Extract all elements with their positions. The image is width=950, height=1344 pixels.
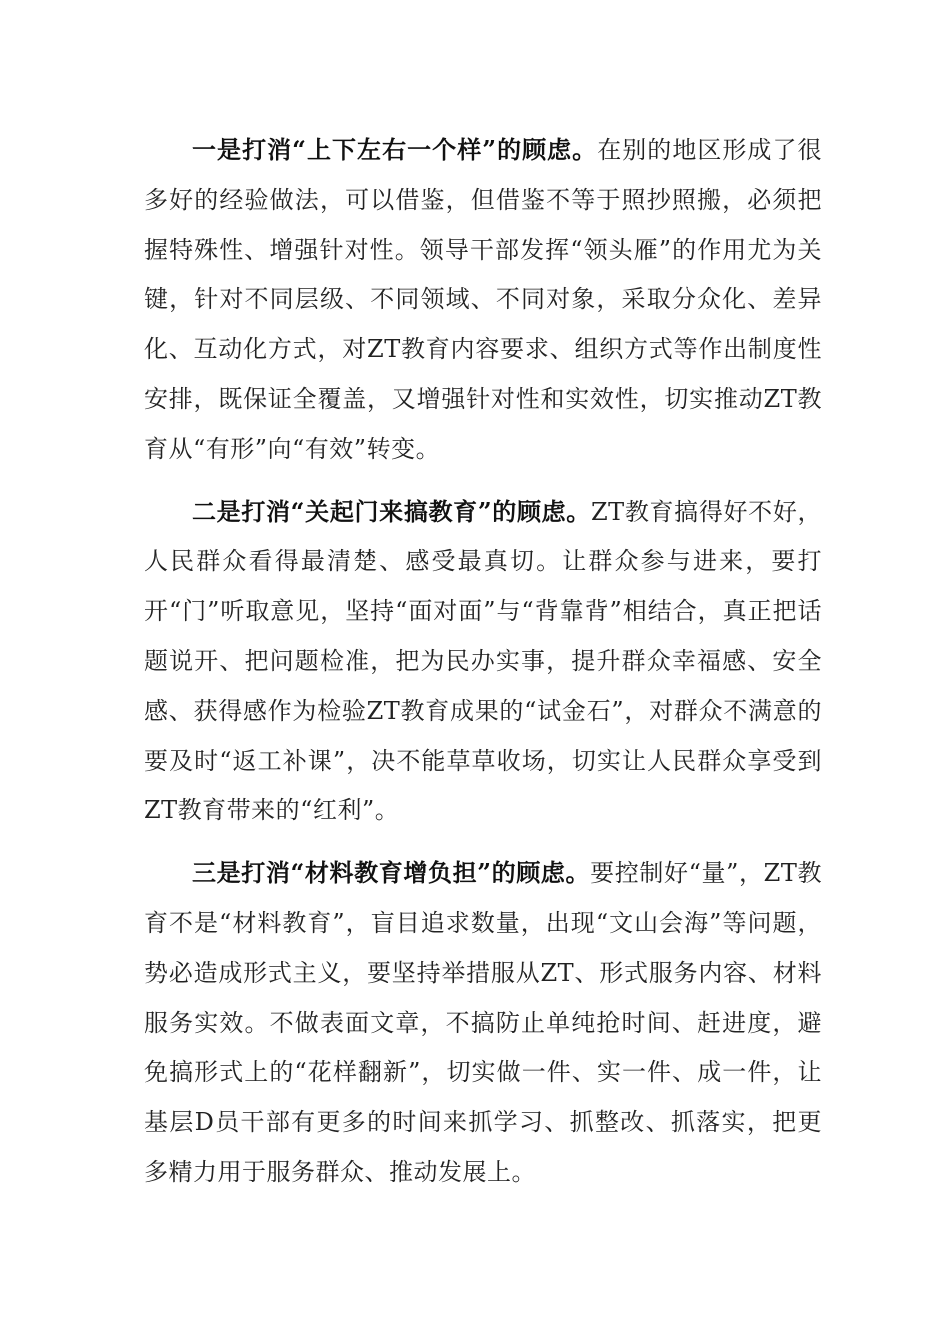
paragraph-1-lead: 一是打消“上下左右一个样”的顾虑。: [192, 135, 598, 164]
paragraph-1-body: 在别的地区形成了很多好的经验做法，可以借鉴，但借鉴不等于照抄照搬，必须把握特殊性、增强针对性。领导干部发挥“领头雁”的作用尤为关键，针对不同层级、不同领域、不同对象，采取分众化、差异化、互动化方式，对ZT教育内容要求、组织方式等作出制度性安排，既保证全覆盖，又增强针对性和实效性，切实推动ZT教育从“有形”向“有效”转变。: [144, 136, 823, 463]
paragraph-3-lead: 三是打消“材料教育增负担”的顾虑。: [192, 858, 591, 888]
paragraph-3-body: 要控制好“量”，ZT教育不是“材料教育”，盲目追求数量，出现“文山会海”等问题，势必造成形式主义，要坚持举措服从ZT、形式服务内容、材料服务实效。不做表面文章，不搞防止单纯抢时间、赶进度，避免搞形式上的“花样翻新”，切实做一件、实一件、成一件，让基层D员干部有更多的时间来抓学习、抓整改、抓落实，把更多精力用于服务群众、推动发展上。: [144, 859, 822, 1186]
paragraph-1: [144, 125, 822, 475]
paragraph-3: [144, 848, 822, 1198]
paragraph-2-lead: 二是打消“关起门来搞教育”的顾虑。: [192, 496, 591, 526]
document-body: [144, 125, 822, 1210]
paragraph-2: [144, 487, 822, 837]
paragraph-2-body: ZT教育搞得好不好，人民群众看得最清楚、感受最真切。让群众参与进来，要打开“门”听取意见，坚持“面对面”与“背靠背”相结合，真正把话题说开、把问题检准，把为民办实事，提升群众幸福感、安全感、获得感作为检验ZT教育成果的“试金石”，对群众不满意的要及时“返工补课”，决不能草草收场，切实让人民群众享受到ZT教育带来的“红利”。: [144, 497, 822, 825]
